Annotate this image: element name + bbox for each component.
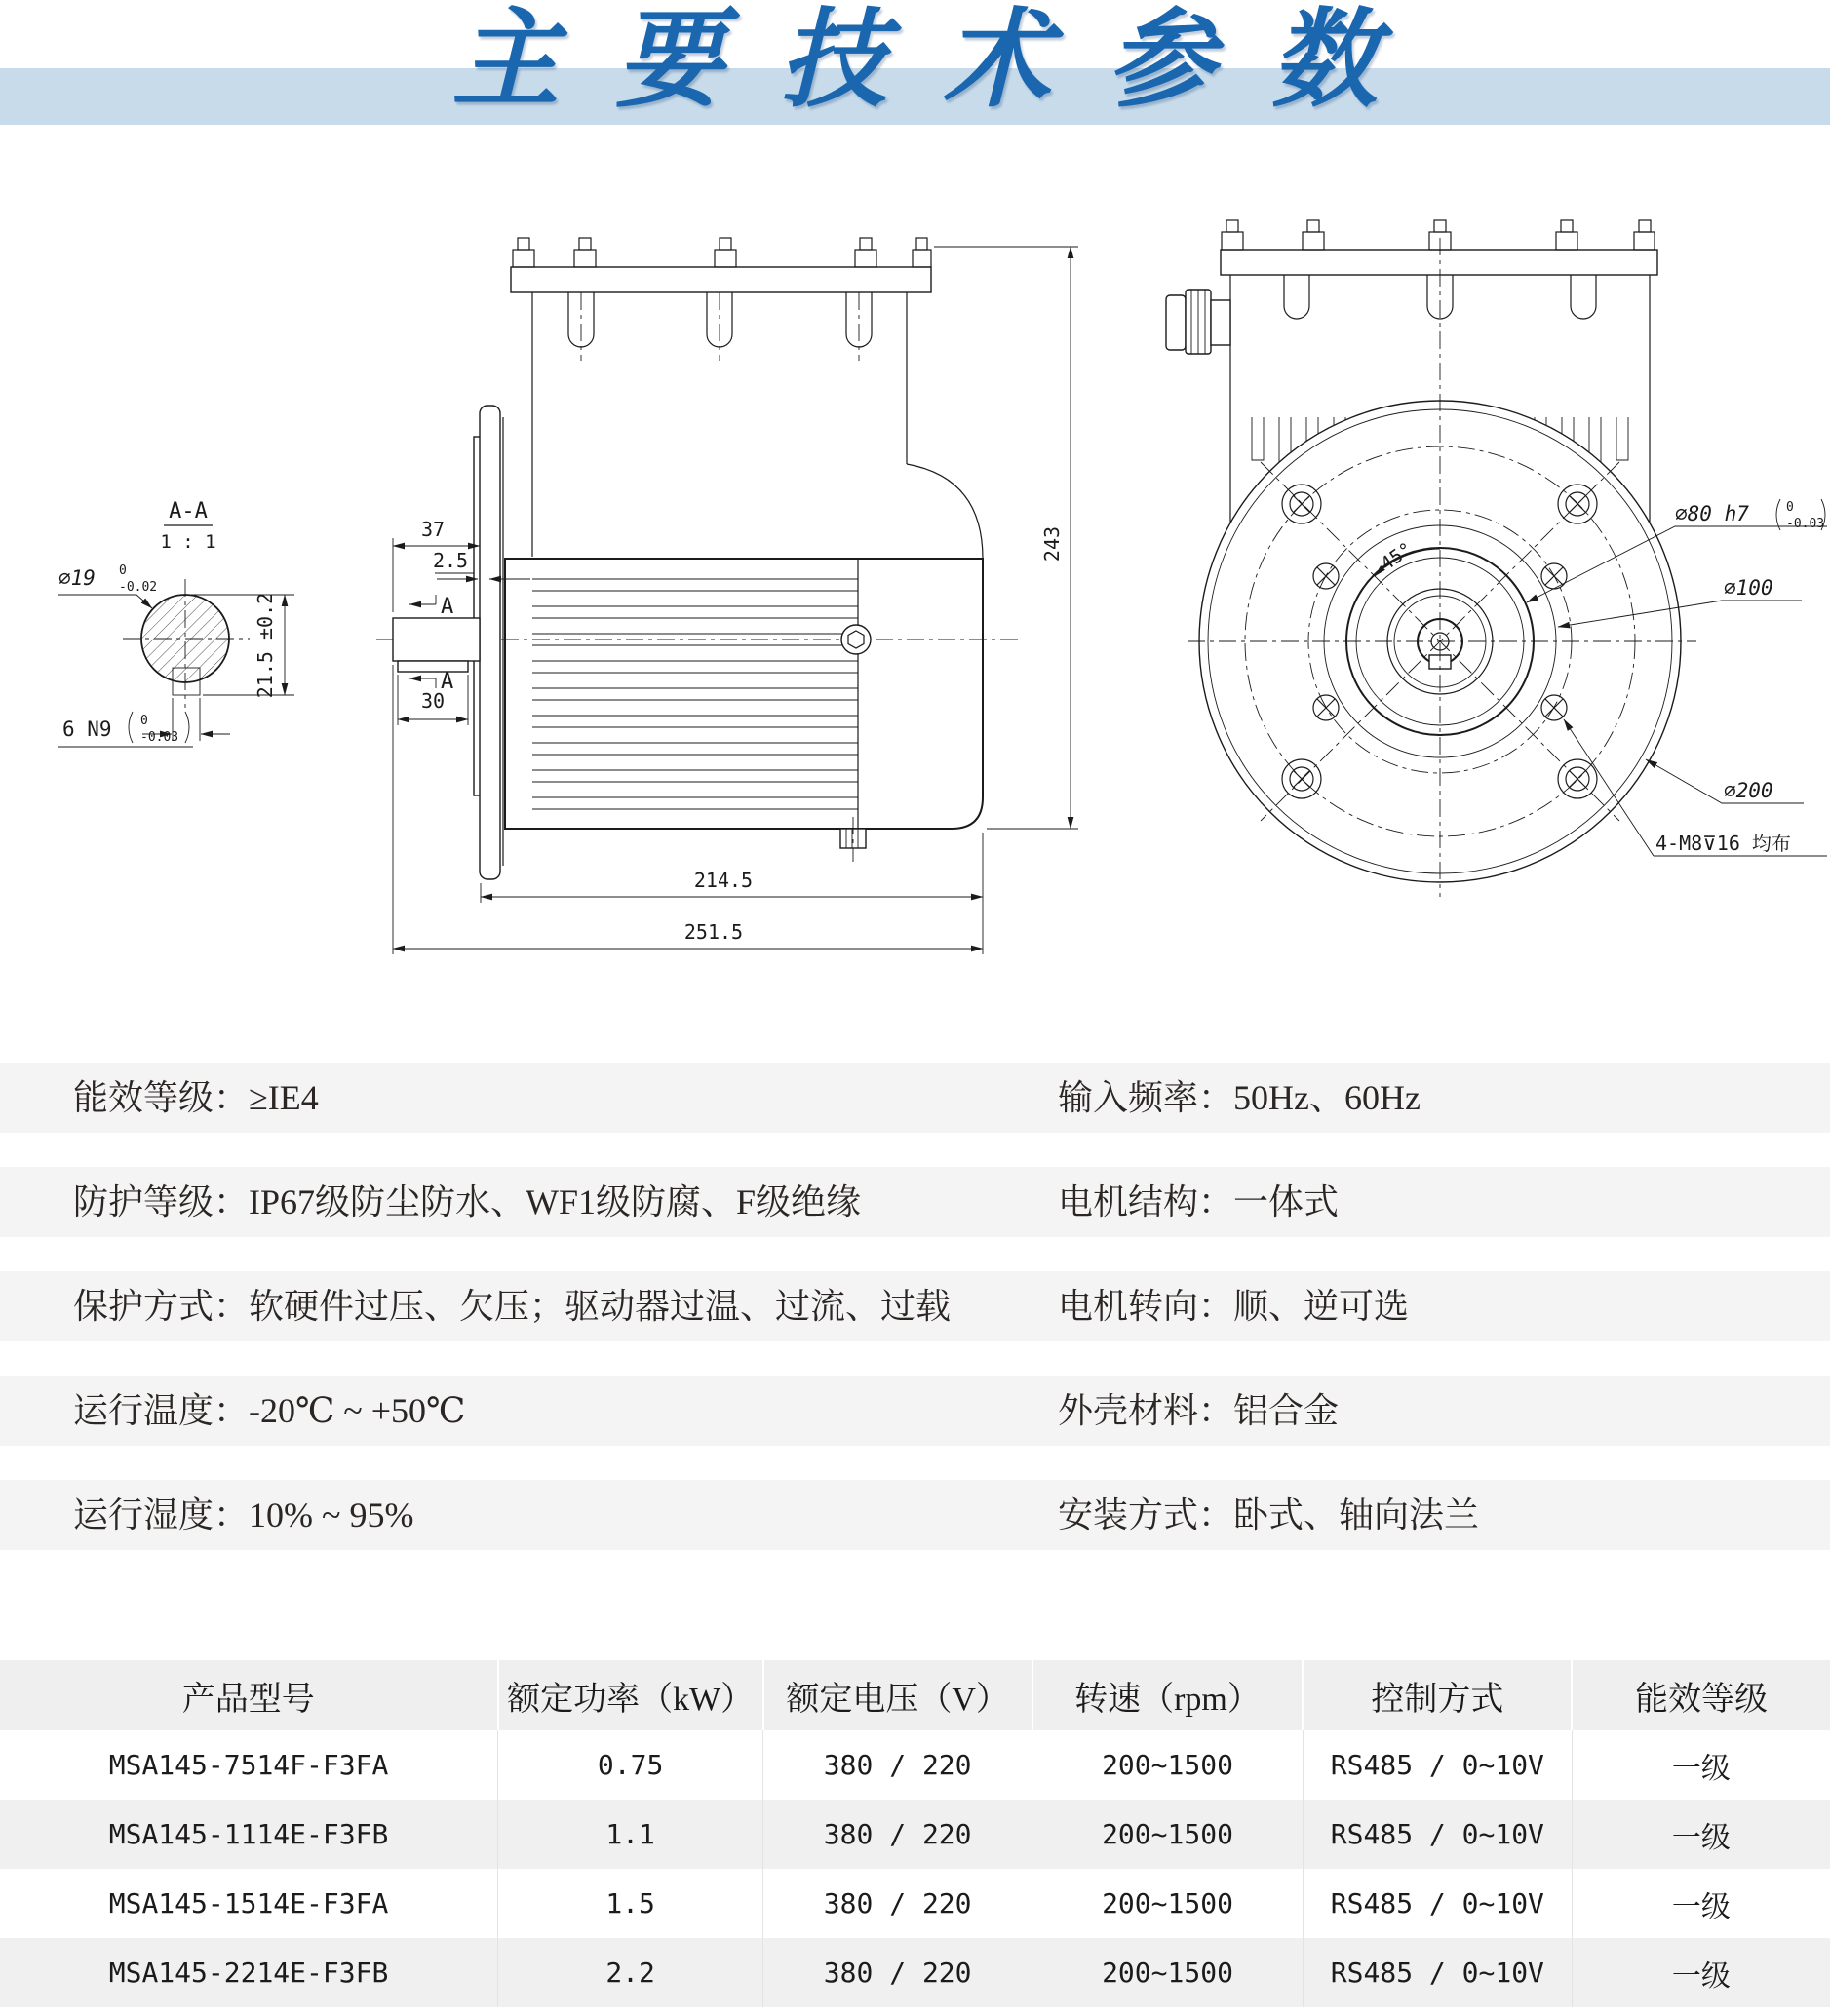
section-marker-a-bottom: A	[441, 670, 454, 694]
spec-operating-humidity: 运行湿度：10% ~ 95%	[73, 1495, 414, 1534]
terminal-box-side	[511, 238, 983, 559]
cell-energy: 一级	[1572, 1938, 1830, 2007]
col-rated-voltage: 额定电压（V）	[763, 1660, 1032, 1730]
section-title: A-A	[169, 499, 208, 523]
cell-energy: 一级	[1671, 1890, 1731, 1923]
spec-row-1	[0, 1063, 1830, 1133]
side-view	[376, 238, 1078, 954]
keyway-label: 6 N9	[62, 717, 112, 741]
col-rated-power: 额定功率（kW）	[498, 1660, 763, 1730]
product-table	[0, 1660, 1830, 2007]
motor-drawing-svg	[0, 125, 1830, 1007]
col-speed: 转速（rpm）	[1032, 1660, 1304, 1730]
spec-energy-class: 能效等级：≥IE4	[73, 1078, 319, 1117]
dia80-tol-lower: -0.03	[1786, 517, 1825, 531]
dim-dia80: ⌀80 h7	[1675, 502, 1749, 525]
spec-row-5	[0, 1480, 1830, 1550]
dim-251-5: 251.5	[683, 920, 744, 944]
spec-motor-structure: 电机结构：一体式	[1058, 1182, 1340, 1221]
cell-model: MSA145-7514F-F3FA	[0, 1730, 498, 1800]
spec-housing-material: 外壳材料：铝合金	[1058, 1391, 1340, 1430]
table-row	[0, 1938, 1830, 2007]
cell-energy: 一级	[1572, 1800, 1830, 1869]
cell-control: RS485 / 0~10V	[1303, 1938, 1572, 2007]
shaft-dia-tol-lower: -0.02	[119, 580, 158, 595]
keyway-tol-lower: -0.03	[140, 730, 179, 745]
key-height-dim: 21.5 ±0.2	[253, 592, 277, 699]
cell-energy: 一级	[1671, 1752, 1731, 1785]
dim-243: 243	[1040, 525, 1064, 562]
spec-mounting-type: 安装方式：卧式、轴向法兰	[1058, 1495, 1480, 1534]
col-control-mode: 控制方式	[1303, 1660, 1572, 1730]
section-marker-a-top: A	[441, 595, 454, 619]
dim-214-5: 214.5	[693, 869, 754, 892]
front-view	[1166, 220, 1827, 897]
cell-power: 2.2	[498, 1938, 763, 2007]
cell-speed: 200~1500	[1032, 1938, 1304, 2007]
table-row	[0, 1800, 1830, 1869]
flange-front	[1188, 238, 1696, 897]
cell-power: 1.5	[498, 1869, 763, 1938]
spec-protection-mode: 保护方式：软硬件过压、欠压；驱动器过温、过流、过载	[73, 1287, 952, 1326]
dim-dia200: ⌀200	[1724, 779, 1773, 802]
col-energy-class: 能效等级	[1572, 1660, 1830, 1730]
table-row	[0, 1730, 1830, 1800]
cell-voltage: 380 / 220	[763, 1869, 1032, 1938]
cell-power: 1.1	[498, 1800, 763, 1869]
table-row	[0, 1869, 1830, 1938]
dia80-tol-upper: 0	[1786, 500, 1794, 515]
spec-row-4	[0, 1376, 1830, 1446]
cell-model: MSA145-2214E-F3FB	[0, 1938, 498, 2007]
spec-list	[0, 1063, 1830, 1550]
section-scale: 1 : 1	[160, 531, 216, 553]
section-view	[58, 499, 294, 747]
page-title: 主要技术参数	[451, 0, 1435, 122]
cell-model: MSA145-1514E-F3FA	[0, 1869, 498, 1938]
spec-protection-class: 防护等级：IP67级防尘防水、WF1级防腐、F级绝缘	[73, 1182, 862, 1221]
cell-control: RS485 / 0~10V	[1303, 1800, 1572, 1869]
cell-voltage: 380 / 220	[763, 1938, 1032, 2007]
dim-dia100: ⌀100	[1724, 576, 1773, 600]
cell-speed: 200~1500	[1032, 1730, 1304, 1800]
dim-30: 30	[420, 689, 446, 713]
bolt-note: 4-M8⊽16 均布	[1655, 832, 1791, 855]
page-header	[0, 0, 1830, 125]
cell-control: RS485 / 0~10V	[1303, 1730, 1572, 1800]
flange-shaft-side	[393, 406, 503, 879]
dim-45deg: 45°	[1377, 538, 1417, 575]
technical-drawings	[0, 125, 1830, 1007]
spec-input-frequency: 输入频率：50Hz、60Hz	[1058, 1078, 1421, 1117]
cell-control: RS485 / 0~10V	[1303, 1869, 1572, 1938]
cell-speed: 200~1500	[1032, 1869, 1304, 1938]
spec-motor-direction: 电机转向：顺、逆可选	[1058, 1287, 1410, 1326]
spec-operating-temperature: 运行温度：-20℃ ~ +50℃	[73, 1391, 466, 1430]
keyway-tol-upper: 0	[140, 714, 148, 728]
table-header-row	[0, 1660, 1830, 1730]
cell-speed: 200~1500	[1032, 1800, 1304, 1869]
spec-row-2	[0, 1167, 1830, 1237]
shaft-dia-tol-upper: 0	[119, 563, 127, 578]
cell-voltage: 380 / 220	[763, 1730, 1032, 1800]
col-model: 产品型号	[0, 1660, 498, 1730]
dim-2-5: 2.5	[432, 549, 469, 572]
cell-model: MSA145-1114E-F3FB	[0, 1800, 498, 1869]
spec-row-3	[0, 1271, 1830, 1341]
dim-37: 37	[420, 518, 446, 541]
cell-power: 0.75	[498, 1730, 763, 1800]
cell-voltage: 380 / 220	[763, 1800, 1032, 1869]
motor-body-side	[505, 559, 983, 862]
shaft-dia-label: ⌀19	[58, 566, 96, 590]
